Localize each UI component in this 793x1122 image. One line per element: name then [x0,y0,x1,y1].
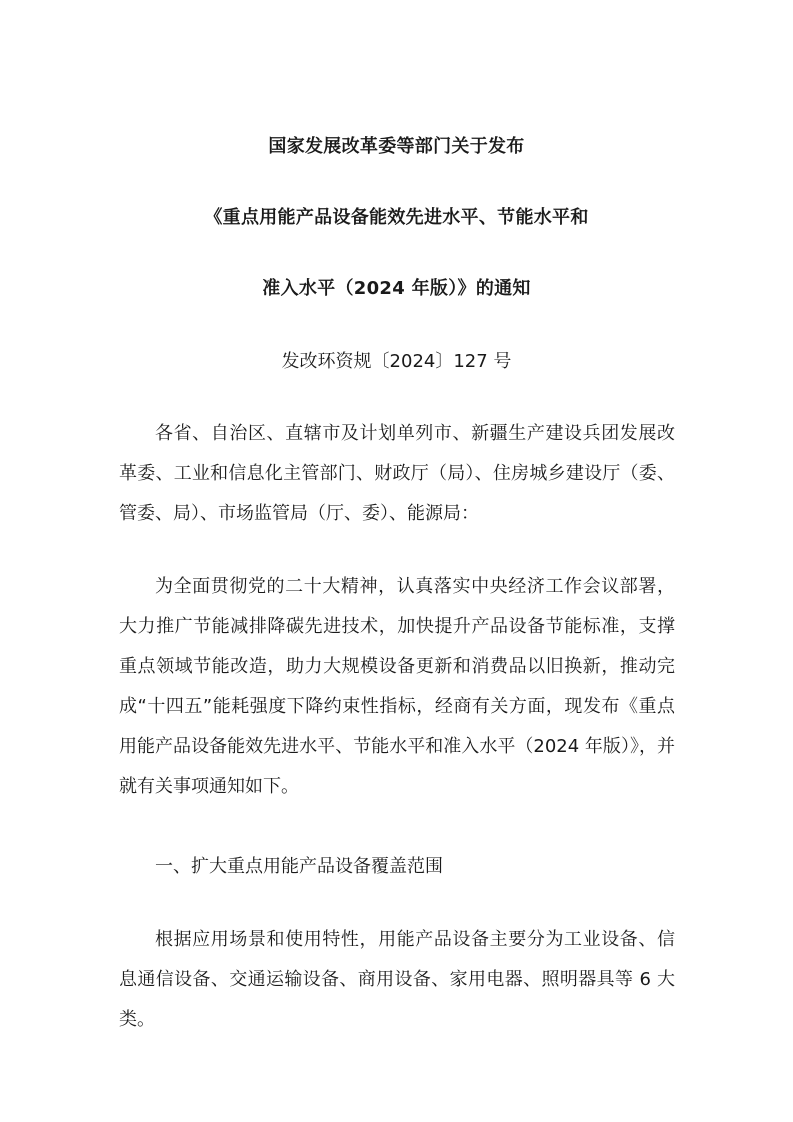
document-title-line-3: 准入水平（2024 年版）》的通知 [262,278,531,299]
section-1-paragraph: 根据应用场景和使用特性，用能产品设备主要分为工业设备、信息通信设备、交通运输设备、商用设备、家用电器、照明器具等 6 大类。 [119,929,675,1030]
document-title-line-2: 《重点用能产品设备能效先进水平、节能水平和 [204,207,589,228]
intro-paragraph: 为全面贯彻党的二十大精神，认真落实中央经济工作会议部署，大力推广节能减排降碳先进技术，加快提升产品设备节能标准，支撑重点领域节能改造，助力大规模设备更新和消费品以旧换新，推动完成“十四五”能耗强度下降约束性指标，经商有关方面，现发布《重点用能产品设备能效先进水平、节能水平和准入水平（2024 年版）》，并就有关事项通知如下。 [119,576,675,797]
document-number: 发改环资规〔2024〕127 号 [281,351,512,372]
section-1-heading: 一、扩大重点用能产品设备覆盖范围 [155,856,443,877]
document-title-line-1: 国家发展改革委等部门关于发布 [268,136,525,157]
addressee-paragraph: 各省、自治区、直辖市及计划单列市、新疆生产建设兵团发展改革委、工业和信息化主管部门、财政厅（局）、住房城乡建设厅（委、管委、局）、市场监管局（厅、委）、能源局： [119,423,675,524]
